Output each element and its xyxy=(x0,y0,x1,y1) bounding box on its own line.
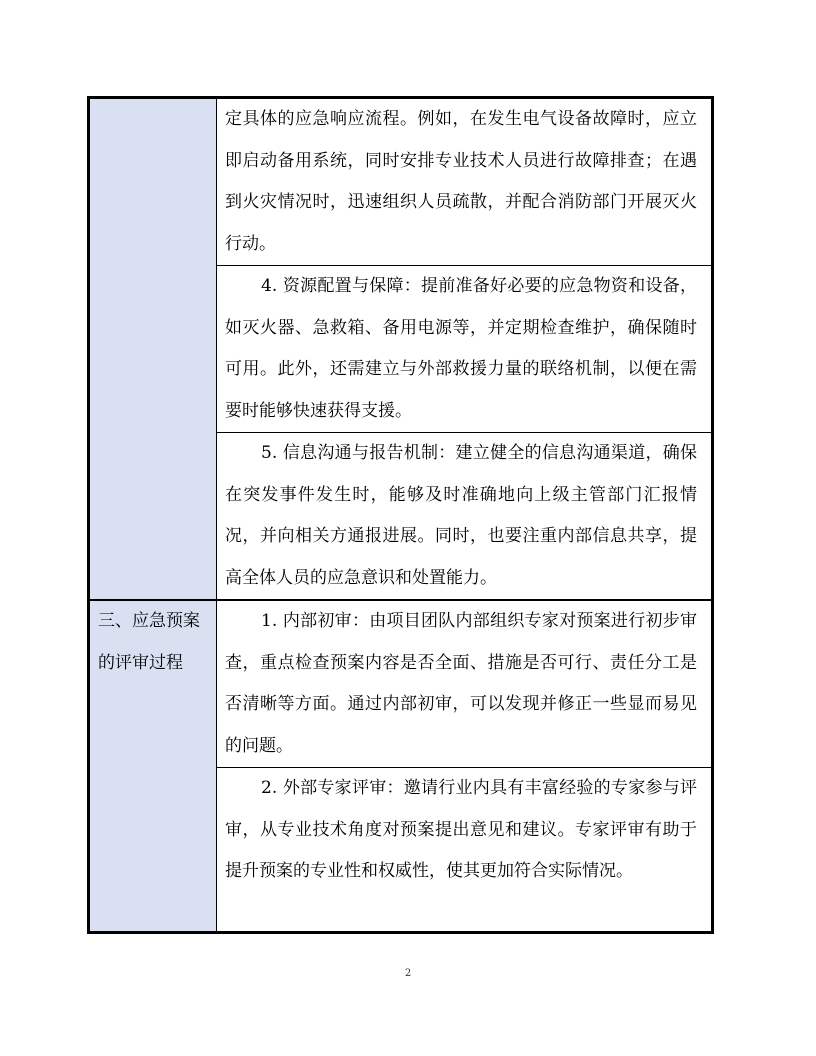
section-label-cell xyxy=(89,600,217,933)
section-label: 三、应急预案的评审过程 xyxy=(98,611,200,673)
content-cell xyxy=(217,600,713,768)
label-cell-empty xyxy=(89,98,217,601)
paragraph-info-communication: 5. 信息沟通与报告机制：建立健全的信息沟通渠道，确保在突发事件发生时，能够及时准确地向上级主管部门汇报情况，并向相关方通报进展。同时，也要注重内部信息共享，提高全体人员的应急意识和处置能力。 xyxy=(225,443,697,588)
table-row xyxy=(89,600,713,768)
content-cell xyxy=(217,768,713,933)
page-number: 2 xyxy=(404,968,412,979)
content-cell xyxy=(217,266,713,433)
paragraph-response-flow: 定具体的应急响应流程。例如，在发生电气设备故障时，应立即启动备用系统，同时安排专业技术人员进行故障排查；在遇到火灾情况时，迅速组织人员疏散，并配合消防部门开展灭火行动。 xyxy=(225,109,697,254)
table-row xyxy=(89,98,713,266)
content-table xyxy=(87,96,714,934)
paragraph-external-review: 2. 外部专家评审：邀请行业内具有丰富经验的专家参与评审，从专业技术角度对预案提出意见和建议。专家评审有助于提升预案的专业性和权威性，使其更加符合实际情况。 xyxy=(225,778,697,881)
paragraph-internal-review: 1. 内部初审：由项目团队内部组织专家对预案进行初步审查，重点检查预案内容是否全面、措施是否可行、责任分工是否清晰等方面。通过内部初审，可以发现并修正一些显而易见的问题。 xyxy=(225,611,697,756)
content-cell xyxy=(217,433,713,601)
paragraph-resource-allocation: 4. 资源配置与保障：提前准备好必要的应急物资和设备，如灭火器、急救箱、备用电源等，并定期检查维护，确保随时可用。此外，还需建立与外部救援力量的联络机制，以便在需要时能够快速获得支援。 xyxy=(225,276,697,421)
content-cell xyxy=(217,98,713,266)
